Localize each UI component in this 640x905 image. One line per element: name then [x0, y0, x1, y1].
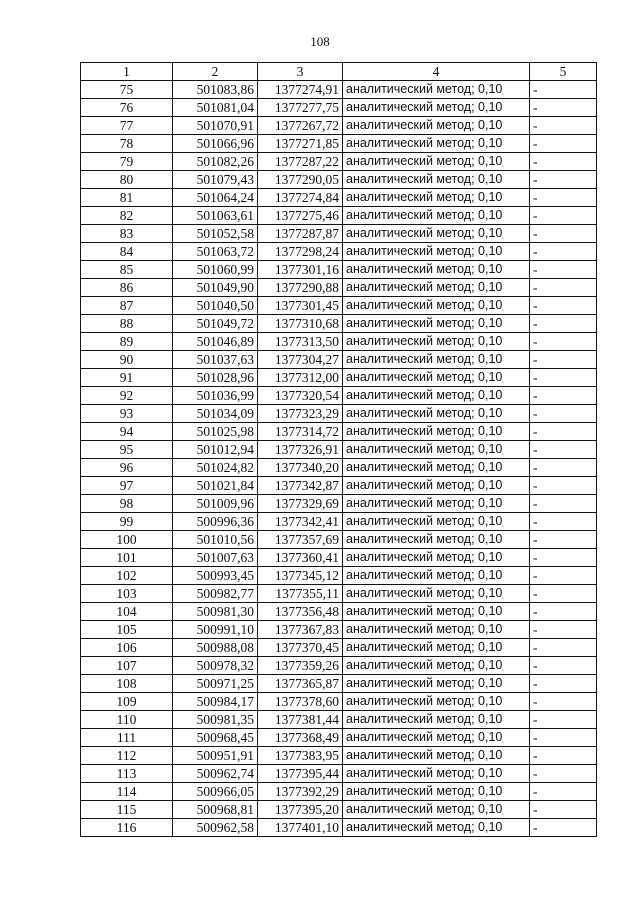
method-accuracy-cell: аналитический метод; 0,10 — [343, 117, 530, 135]
y-coordinate-cell: 1377395,44 — [258, 765, 343, 783]
point-number-cell: 99 — [81, 513, 173, 531]
description-cell: - — [530, 495, 597, 513]
x-coordinate-cell: 500951,91 — [173, 747, 258, 765]
point-number-cell: 78 — [81, 135, 173, 153]
description-cell: - — [530, 675, 597, 693]
y-coordinate-cell: 1377342,41 — [258, 513, 343, 531]
point-number-cell: 111 — [81, 729, 173, 747]
y-coordinate-cell: 1377271,85 — [258, 135, 343, 153]
method-accuracy-cell: аналитический метод; 0,10 — [343, 603, 530, 621]
description-cell: - — [530, 189, 597, 207]
description-cell: - — [530, 405, 597, 423]
method-accuracy-cell: аналитический метод; 0,10 — [343, 621, 530, 639]
x-coordinate-cell: 501083,86 — [173, 81, 258, 99]
y-coordinate-cell: 1377323,29 — [258, 405, 343, 423]
method-accuracy-cell: аналитический метод; 0,10 — [343, 567, 530, 585]
method-accuracy-cell: аналитический метод; 0,10 — [343, 675, 530, 693]
y-coordinate-cell: 1377274,84 — [258, 189, 343, 207]
y-coordinate-cell: 1377290,88 — [258, 279, 343, 297]
table-row — [81, 189, 597, 207]
point-number-cell: 102 — [81, 567, 173, 585]
x-coordinate-cell: 501082,26 — [173, 153, 258, 171]
table-row — [81, 729, 597, 747]
method-accuracy-cell: аналитический метод; 0,10 — [343, 207, 530, 225]
x-coordinate-cell: 501049,90 — [173, 279, 258, 297]
description-cell: - — [530, 117, 597, 135]
x-coordinate-cell: 501012,94 — [173, 441, 258, 459]
y-coordinate-cell: 1377298,24 — [258, 243, 343, 261]
table-row — [81, 459, 597, 477]
column-header-3: 3 — [258, 63, 343, 81]
method-accuracy-cell: аналитический метод; 0,10 — [343, 657, 530, 675]
table-row — [81, 135, 597, 153]
method-accuracy-cell: аналитический метод; 0,10 — [343, 819, 530, 837]
point-number-cell: 83 — [81, 225, 173, 243]
x-coordinate-cell: 501079,43 — [173, 171, 258, 189]
table-row — [81, 621, 597, 639]
table-row — [81, 153, 597, 171]
point-number-cell: 114 — [81, 783, 173, 801]
x-coordinate-cell: 501037,63 — [173, 351, 258, 369]
table-row — [81, 423, 597, 441]
method-accuracy-cell: аналитический метод; 0,10 — [343, 513, 530, 531]
point-number-cell: 101 — [81, 549, 173, 567]
method-accuracy-cell: аналитический метод; 0,10 — [343, 711, 530, 729]
x-coordinate-cell: 501063,72 — [173, 243, 258, 261]
y-coordinate-cell: 1377287,87 — [258, 225, 343, 243]
y-coordinate-cell: 1377360,41 — [258, 549, 343, 567]
point-number-cell: 105 — [81, 621, 173, 639]
x-coordinate-cell: 501010,56 — [173, 531, 258, 549]
table-row — [81, 639, 597, 657]
description-cell: - — [530, 225, 597, 243]
description-cell: - — [530, 819, 597, 837]
table-row — [81, 207, 597, 225]
table-row — [81, 531, 597, 549]
x-coordinate-cell: 501066,96 — [173, 135, 258, 153]
table-header-row — [81, 63, 597, 81]
method-accuracy-cell: аналитический метод; 0,10 — [343, 441, 530, 459]
x-coordinate-cell: 501034,09 — [173, 405, 258, 423]
method-accuracy-cell: аналитический метод; 0,10 — [343, 585, 530, 603]
point-number-cell: 90 — [81, 351, 173, 369]
description-cell: - — [530, 387, 597, 405]
description-cell: - — [530, 153, 597, 171]
page-number: 108 — [310, 34, 330, 49]
y-coordinate-cell: 1377356,48 — [258, 603, 343, 621]
point-number-cell: 92 — [81, 387, 173, 405]
x-coordinate-cell: 500984,17 — [173, 693, 258, 711]
x-coordinate-cell: 500962,74 — [173, 765, 258, 783]
y-coordinate-cell: 1377290,05 — [258, 171, 343, 189]
description-cell: - — [530, 369, 597, 387]
point-number-cell: 77 — [81, 117, 173, 135]
x-coordinate-cell: 500996,36 — [173, 513, 258, 531]
point-number-cell: 103 — [81, 585, 173, 603]
point-number-cell: 93 — [81, 405, 173, 423]
method-accuracy-cell: аналитический метод; 0,10 — [343, 333, 530, 351]
x-coordinate-cell: 500993,45 — [173, 567, 258, 585]
method-accuracy-cell: аналитический метод; 0,10 — [343, 477, 530, 495]
x-coordinate-cell: 501049,72 — [173, 315, 258, 333]
point-number-cell: 104 — [81, 603, 173, 621]
table-row — [81, 765, 597, 783]
description-cell: - — [530, 783, 597, 801]
y-coordinate-cell: 1377355,11 — [258, 585, 343, 603]
method-accuracy-cell: аналитический метод; 0,10 — [343, 81, 530, 99]
method-accuracy-cell: аналитический метод; 0,10 — [343, 279, 530, 297]
point-number-cell: 100 — [81, 531, 173, 549]
method-accuracy-cell: аналитический метод; 0,10 — [343, 783, 530, 801]
method-accuracy-cell: аналитический метод; 0,10 — [343, 549, 530, 567]
point-number-cell: 86 — [81, 279, 173, 297]
y-coordinate-cell: 1377274,91 — [258, 81, 343, 99]
method-accuracy-cell: аналитический метод; 0,10 — [343, 747, 530, 765]
x-coordinate-cell: 500968,81 — [173, 801, 258, 819]
method-accuracy-cell: аналитический метод; 0,10 — [343, 423, 530, 441]
point-number-cell: 84 — [81, 243, 173, 261]
table-row — [81, 603, 597, 621]
description-cell: - — [530, 603, 597, 621]
x-coordinate-cell: 501024,82 — [173, 459, 258, 477]
method-accuracy-cell: аналитический метод; 0,10 — [343, 315, 530, 333]
description-cell: - — [530, 657, 597, 675]
description-cell: - — [530, 135, 597, 153]
table-row — [81, 477, 597, 495]
y-coordinate-cell: 1377378,60 — [258, 693, 343, 711]
table-row — [81, 747, 597, 765]
description-cell: - — [530, 531, 597, 549]
point-number-cell: 82 — [81, 207, 173, 225]
method-accuracy-cell: аналитический метод; 0,10 — [343, 99, 530, 117]
x-coordinate-cell: 501052,58 — [173, 225, 258, 243]
y-coordinate-cell: 1377392,29 — [258, 783, 343, 801]
x-coordinate-cell: 500988,08 — [173, 639, 258, 657]
point-number-cell: 97 — [81, 477, 173, 495]
point-number-cell: 88 — [81, 315, 173, 333]
description-cell: - — [530, 711, 597, 729]
y-coordinate-cell: 1377326,91 — [258, 441, 343, 459]
x-coordinate-cell: 500971,25 — [173, 675, 258, 693]
point-number-cell: 89 — [81, 333, 173, 351]
method-accuracy-cell: аналитический метод; 0,10 — [343, 387, 530, 405]
description-cell: - — [530, 747, 597, 765]
description-cell: - — [530, 81, 597, 99]
description-cell: - — [530, 207, 597, 225]
point-number-cell: 75 — [81, 81, 173, 99]
x-coordinate-cell: 501025,98 — [173, 423, 258, 441]
description-cell: - — [530, 729, 597, 747]
table-row — [81, 405, 597, 423]
y-coordinate-cell: 1377314,72 — [258, 423, 343, 441]
x-coordinate-cell: 501040,50 — [173, 297, 258, 315]
point-number-cell: 108 — [81, 675, 173, 693]
method-accuracy-cell: аналитический метод; 0,10 — [343, 153, 530, 171]
method-accuracy-cell: аналитический метод; 0,10 — [343, 531, 530, 549]
x-coordinate-cell: 501028,96 — [173, 369, 258, 387]
description-cell: - — [530, 297, 597, 315]
point-number-cell: 115 — [81, 801, 173, 819]
x-coordinate-cell: 501046,89 — [173, 333, 258, 351]
method-accuracy-cell: аналитический метод; 0,10 — [343, 729, 530, 747]
y-coordinate-cell: 1377345,12 — [258, 567, 343, 585]
y-coordinate-cell: 1377340,20 — [258, 459, 343, 477]
description-cell: - — [530, 351, 597, 369]
x-coordinate-cell: 500981,35 — [173, 711, 258, 729]
table-row — [81, 225, 597, 243]
point-number-cell: 116 — [81, 819, 173, 837]
table-row — [81, 333, 597, 351]
table-row — [81, 657, 597, 675]
table-body — [81, 81, 597, 837]
point-number-cell: 80 — [81, 171, 173, 189]
x-coordinate-cell: 500981,30 — [173, 603, 258, 621]
table-row — [81, 81, 597, 99]
table-row — [81, 675, 597, 693]
y-coordinate-cell: 1377313,50 — [258, 333, 343, 351]
y-coordinate-cell: 1377287,22 — [258, 153, 343, 171]
description-cell: - — [530, 567, 597, 585]
y-coordinate-cell: 1377381,44 — [258, 711, 343, 729]
point-number-cell: 79 — [81, 153, 173, 171]
description-cell: - — [530, 585, 597, 603]
point-number-cell: 110 — [81, 711, 173, 729]
point-number-cell: 113 — [81, 765, 173, 783]
y-coordinate-cell: 1377301,45 — [258, 297, 343, 315]
table-row — [81, 315, 597, 333]
method-accuracy-cell: аналитический метод; 0,10 — [343, 639, 530, 657]
description-cell: - — [530, 333, 597, 351]
method-accuracy-cell: аналитический метод; 0,10 — [343, 405, 530, 423]
table-row — [81, 351, 597, 369]
x-coordinate-cell: 501064,24 — [173, 189, 258, 207]
point-number-cell: 81 — [81, 189, 173, 207]
point-number-cell: 106 — [81, 639, 173, 657]
method-accuracy-cell: аналитический метод; 0,10 — [343, 189, 530, 207]
table-row — [81, 513, 597, 531]
y-coordinate-cell: 1377320,54 — [258, 387, 343, 405]
point-number-cell: 112 — [81, 747, 173, 765]
description-cell: - — [530, 459, 597, 477]
y-coordinate-cell: 1377329,69 — [258, 495, 343, 513]
description-cell: - — [530, 279, 597, 297]
point-number-cell: 96 — [81, 459, 173, 477]
y-coordinate-cell: 1377310,68 — [258, 315, 343, 333]
method-accuracy-cell: аналитический метод; 0,10 — [343, 243, 530, 261]
x-coordinate-cell: 500968,45 — [173, 729, 258, 747]
description-cell: - — [530, 99, 597, 117]
table-row — [81, 441, 597, 459]
table-row — [81, 261, 597, 279]
method-accuracy-cell: аналитический метод; 0,10 — [343, 495, 530, 513]
point-number-cell: 87 — [81, 297, 173, 315]
x-coordinate-cell: 501007,63 — [173, 549, 258, 567]
description-cell: - — [530, 315, 597, 333]
table-row — [81, 117, 597, 135]
table-row — [81, 387, 597, 405]
method-accuracy-cell: аналитический метод; 0,10 — [343, 801, 530, 819]
y-coordinate-cell: 1377357,69 — [258, 531, 343, 549]
description-cell: - — [530, 477, 597, 495]
point-number-cell: 95 — [81, 441, 173, 459]
method-accuracy-cell: аналитический метод; 0,10 — [343, 369, 530, 387]
description-cell: - — [530, 171, 597, 189]
point-number-cell: 98 — [81, 495, 173, 513]
method-accuracy-cell: аналитический метод; 0,10 — [343, 171, 530, 189]
x-coordinate-cell: 500978,32 — [173, 657, 258, 675]
table-row — [81, 783, 597, 801]
y-coordinate-cell: 1377370,45 — [258, 639, 343, 657]
y-coordinate-cell: 1377401,10 — [258, 819, 343, 837]
y-coordinate-cell: 1377367,83 — [258, 621, 343, 639]
description-cell: - — [530, 423, 597, 441]
x-coordinate-cell: 500966,05 — [173, 783, 258, 801]
coordinates-table — [80, 62, 597, 837]
table-row — [81, 585, 597, 603]
y-coordinate-cell: 1377368,49 — [258, 729, 343, 747]
point-number-cell: 91 — [81, 369, 173, 387]
y-coordinate-cell: 1377395,20 — [258, 801, 343, 819]
method-accuracy-cell: аналитический метод; 0,10 — [343, 765, 530, 783]
description-cell: - — [530, 765, 597, 783]
description-cell: - — [530, 693, 597, 711]
method-accuracy-cell: аналитический метод; 0,10 — [343, 459, 530, 477]
y-coordinate-cell: 1377365,87 — [258, 675, 343, 693]
table-row — [81, 297, 597, 315]
description-cell: - — [530, 621, 597, 639]
description-cell: - — [530, 261, 597, 279]
y-coordinate-cell: 1377301,16 — [258, 261, 343, 279]
y-coordinate-cell: 1377383,95 — [258, 747, 343, 765]
table-row — [81, 99, 597, 117]
table-row — [81, 819, 597, 837]
method-accuracy-cell: аналитический метод; 0,10 — [343, 297, 530, 315]
table-row — [81, 171, 597, 189]
table-row — [81, 243, 597, 261]
point-number-cell: 109 — [81, 693, 173, 711]
x-coordinate-cell: 501070,91 — [173, 117, 258, 135]
column-header-4: 4 — [343, 63, 530, 81]
column-header-1: 1 — [81, 63, 173, 81]
x-coordinate-cell: 501063,61 — [173, 207, 258, 225]
y-coordinate-cell: 1377267,72 — [258, 117, 343, 135]
method-accuracy-cell: аналитический метод; 0,10 — [343, 261, 530, 279]
description-cell: - — [530, 513, 597, 531]
y-coordinate-cell: 1377342,87 — [258, 477, 343, 495]
table-row — [81, 495, 597, 513]
x-coordinate-cell: 500962,58 — [173, 819, 258, 837]
table-row — [81, 693, 597, 711]
description-cell: - — [530, 639, 597, 657]
x-coordinate-cell: 501036,99 — [173, 387, 258, 405]
table-row — [81, 279, 597, 297]
description-cell: - — [530, 549, 597, 567]
description-cell: - — [530, 801, 597, 819]
table-row — [81, 369, 597, 387]
point-number-cell: 85 — [81, 261, 173, 279]
method-accuracy-cell: аналитический метод; 0,10 — [343, 225, 530, 243]
method-accuracy-cell: аналитический метод; 0,10 — [343, 135, 530, 153]
method-accuracy-cell: аналитический метод; 0,10 — [343, 693, 530, 711]
x-coordinate-cell: 501081,04 — [173, 99, 258, 117]
point-number-cell: 94 — [81, 423, 173, 441]
y-coordinate-cell: 1377275,46 — [258, 207, 343, 225]
x-coordinate-cell: 500982,77 — [173, 585, 258, 603]
x-coordinate-cell: 501021,84 — [173, 477, 258, 495]
method-accuracy-cell: аналитический метод; 0,10 — [343, 351, 530, 369]
x-coordinate-cell: 501060,99 — [173, 261, 258, 279]
table-row — [81, 567, 597, 585]
description-cell: - — [530, 441, 597, 459]
column-header-5: 5 — [530, 63, 597, 81]
y-coordinate-cell: 1377359,26 — [258, 657, 343, 675]
point-number-cell: 107 — [81, 657, 173, 675]
y-coordinate-cell: 1377304,27 — [258, 351, 343, 369]
x-coordinate-cell: 500991,10 — [173, 621, 258, 639]
point-number-cell: 76 — [81, 99, 173, 117]
y-coordinate-cell: 1377277,75 — [258, 99, 343, 117]
column-header-2: 2 — [173, 63, 258, 81]
y-coordinate-cell: 1377312,00 — [258, 369, 343, 387]
description-cell: - — [530, 243, 597, 261]
table-row — [81, 801, 597, 819]
table-row — [81, 549, 597, 567]
table-row — [81, 711, 597, 729]
x-coordinate-cell: 501009,96 — [173, 495, 258, 513]
